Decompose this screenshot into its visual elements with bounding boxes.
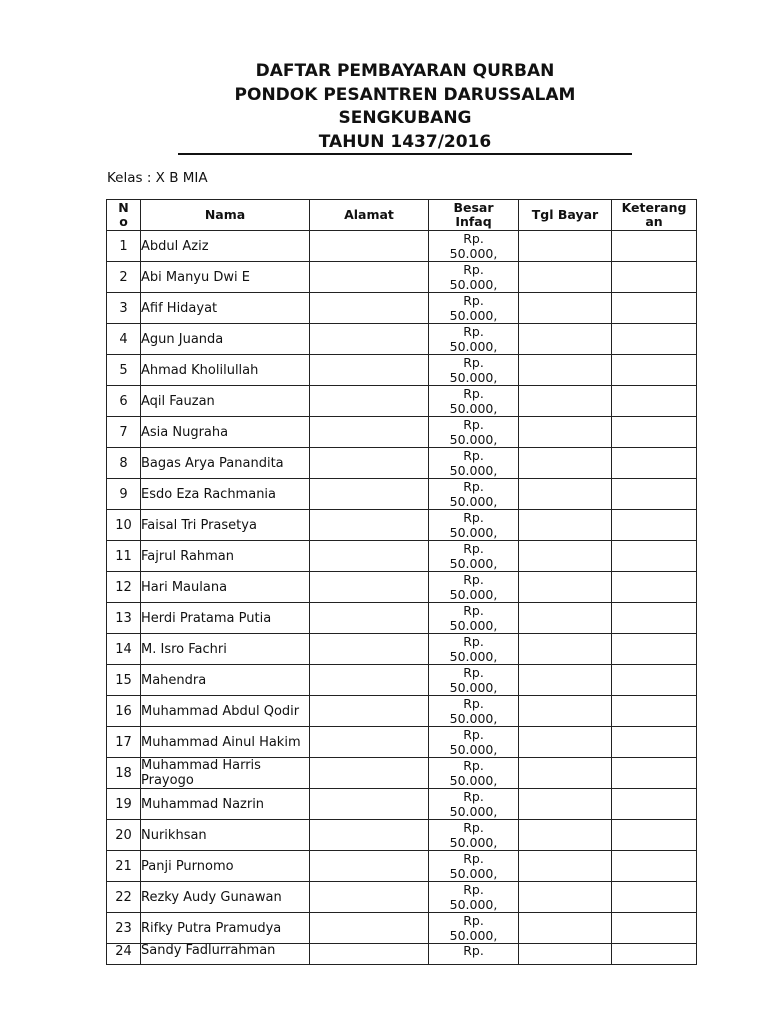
table-row bbox=[107, 417, 697, 448]
row-alamat bbox=[310, 758, 429, 789]
row-nama: Mahendra bbox=[141, 665, 310, 696]
row-besar-infaq: Rp. 50.000, bbox=[429, 324, 519, 355]
row-number: 4 bbox=[107, 324, 141, 355]
row-keterangan bbox=[612, 727, 697, 758]
row-number: 7 bbox=[107, 417, 141, 448]
row-nama: Muhammad Abdul Qodir bbox=[141, 696, 310, 727]
row-number: 2 bbox=[107, 262, 141, 293]
row-alamat bbox=[310, 510, 429, 541]
table-row bbox=[107, 293, 697, 324]
row-keterangan bbox=[612, 758, 697, 789]
row-keterangan bbox=[612, 665, 697, 696]
row-nama: Muhammad Ainul Hakim bbox=[141, 727, 310, 758]
row-nama: Faisal Tri Prasetya bbox=[141, 510, 310, 541]
header-alamat: Alamat bbox=[310, 200, 429, 231]
table-row bbox=[107, 324, 697, 355]
table-row bbox=[107, 448, 697, 479]
row-keterangan bbox=[612, 944, 697, 965]
row-nama: Muhammad Harris Prayogo bbox=[141, 758, 310, 789]
row-keterangan bbox=[612, 789, 697, 820]
row-number: 12 bbox=[107, 572, 141, 603]
row-tgl-bayar bbox=[519, 665, 612, 696]
row-besar-infaq: Rp. 50.000, bbox=[429, 572, 519, 603]
row-besar-infaq: Rp. bbox=[429, 944, 519, 965]
row-number: 17 bbox=[107, 727, 141, 758]
table-row bbox=[107, 758, 697, 789]
row-alamat bbox=[310, 293, 429, 324]
row-nama: Fajrul Rahman bbox=[141, 541, 310, 572]
row-alamat bbox=[310, 882, 429, 913]
row-nama: Abi Manyu Dwi E bbox=[141, 262, 310, 293]
row-nama: Herdi Pratama Putia bbox=[141, 603, 310, 634]
row-number: 9 bbox=[107, 479, 141, 510]
table-row bbox=[107, 386, 697, 417]
row-nama: Aqil Fauzan bbox=[141, 386, 310, 417]
table-row bbox=[107, 231, 697, 262]
row-number: 19 bbox=[107, 789, 141, 820]
row-tgl-bayar bbox=[519, 727, 612, 758]
table-row bbox=[107, 944, 697, 965]
table-row bbox=[107, 510, 697, 541]
row-number: 18 bbox=[107, 758, 141, 789]
row-keterangan bbox=[612, 572, 697, 603]
table-row bbox=[107, 541, 697, 572]
row-besar-infaq: Rp. 50.000, bbox=[429, 820, 519, 851]
row-tgl-bayar bbox=[519, 386, 612, 417]
row-nama: Muhammad Nazrin bbox=[141, 789, 310, 820]
table-header-row bbox=[107, 200, 697, 231]
row-nama: Esdo Eza Rachmania bbox=[141, 479, 310, 510]
row-tgl-bayar bbox=[519, 479, 612, 510]
table-row bbox=[107, 882, 697, 913]
row-alamat bbox=[310, 355, 429, 386]
table-row bbox=[107, 479, 697, 510]
row-besar-infaq: Rp. 50.000, bbox=[429, 541, 519, 572]
row-number: 13 bbox=[107, 603, 141, 634]
row-alamat bbox=[310, 479, 429, 510]
row-tgl-bayar bbox=[519, 851, 612, 882]
row-number: 21 bbox=[107, 851, 141, 882]
row-number: 24 bbox=[107, 944, 141, 965]
row-alamat bbox=[310, 634, 429, 665]
title-line-4: TAHUN 1437/2016 bbox=[318, 131, 492, 152]
row-besar-infaq: Rp. 50.000, bbox=[429, 913, 519, 944]
row-keterangan bbox=[612, 293, 697, 324]
row-alamat bbox=[310, 386, 429, 417]
row-alamat bbox=[310, 231, 429, 262]
row-keterangan bbox=[612, 634, 697, 665]
row-nama: Panji Purnomo bbox=[141, 851, 310, 882]
header-no: N o bbox=[107, 200, 141, 231]
header-nama: Nama bbox=[141, 200, 310, 231]
row-besar-infaq: Rp. 50.000, bbox=[429, 355, 519, 386]
row-number: 14 bbox=[107, 634, 141, 665]
row-besar-infaq: Rp. 50.000, bbox=[429, 634, 519, 665]
row-tgl-bayar bbox=[519, 324, 612, 355]
class-label: Kelas : X B MIA bbox=[107, 170, 208, 186]
row-keterangan bbox=[612, 231, 697, 262]
table-row bbox=[107, 572, 697, 603]
row-number: 11 bbox=[107, 541, 141, 572]
table-row bbox=[107, 355, 697, 386]
row-nama: Abdul Aziz bbox=[141, 231, 310, 262]
row-keterangan bbox=[612, 324, 697, 355]
row-nama: Afif Hidayat bbox=[141, 293, 310, 324]
row-number: 3 bbox=[107, 293, 141, 324]
row-tgl-bayar bbox=[519, 758, 612, 789]
row-tgl-bayar bbox=[519, 789, 612, 820]
table-row bbox=[107, 665, 697, 696]
row-besar-infaq: Rp. 50.000, bbox=[429, 510, 519, 541]
row-tgl-bayar bbox=[519, 634, 612, 665]
row-tgl-bayar bbox=[519, 355, 612, 386]
table-row bbox=[107, 696, 697, 727]
row-tgl-bayar bbox=[519, 603, 612, 634]
row-nama: Sandy Fadlurrahman bbox=[141, 944, 310, 965]
row-number: 22 bbox=[107, 882, 141, 913]
row-keterangan bbox=[612, 417, 697, 448]
row-nama: Hari Maulana bbox=[141, 572, 310, 603]
row-keterangan bbox=[612, 603, 697, 634]
row-keterangan bbox=[612, 479, 697, 510]
row-alamat bbox=[310, 789, 429, 820]
row-nama: M. Isro Fachri bbox=[141, 634, 310, 665]
row-tgl-bayar bbox=[519, 417, 612, 448]
row-besar-infaq: Rp. 50.000, bbox=[429, 851, 519, 882]
row-keterangan bbox=[612, 541, 697, 572]
row-besar-infaq: Rp. 50.000, bbox=[429, 603, 519, 634]
row-besar-infaq: Rp. 50.000, bbox=[429, 727, 519, 758]
table-row bbox=[107, 789, 697, 820]
row-tgl-bayar bbox=[519, 448, 612, 479]
row-tgl-bayar bbox=[519, 293, 612, 324]
row-tgl-bayar bbox=[519, 820, 612, 851]
row-nama: Nurikhsan bbox=[141, 820, 310, 851]
row-alamat bbox=[310, 603, 429, 634]
row-keterangan bbox=[612, 386, 697, 417]
row-tgl-bayar bbox=[519, 541, 612, 572]
row-alamat bbox=[310, 417, 429, 448]
row-tgl-bayar bbox=[519, 572, 612, 603]
row-besar-infaq: Rp. 50.000, bbox=[429, 758, 519, 789]
row-alamat bbox=[310, 665, 429, 696]
row-tgl-bayar bbox=[519, 231, 612, 262]
row-besar-infaq: Rp. 50.000, bbox=[429, 882, 519, 913]
row-nama: Asia Nugraha bbox=[141, 417, 310, 448]
row-nama: Rifky Putra Pramudya bbox=[141, 913, 310, 944]
row-alamat bbox=[310, 727, 429, 758]
row-keterangan bbox=[612, 355, 697, 386]
row-tgl-bayar bbox=[519, 262, 612, 293]
row-keterangan bbox=[612, 262, 697, 293]
row-tgl-bayar bbox=[519, 696, 612, 727]
row-number: 10 bbox=[107, 510, 141, 541]
row-nama: Bagas Arya Panandita bbox=[141, 448, 310, 479]
row-keterangan bbox=[612, 696, 697, 727]
title-underline bbox=[178, 153, 632, 155]
row-besar-infaq: Rp. 50.000, bbox=[429, 696, 519, 727]
title-line-1: DAFTAR PEMBAYARAN QURBAN bbox=[255, 61, 555, 81]
table-row bbox=[107, 262, 697, 293]
header-tgl-bayar: Tgl Bayar bbox=[519, 200, 612, 231]
row-alamat bbox=[310, 262, 429, 293]
row-besar-infaq: Rp. 50.000, bbox=[429, 231, 519, 262]
table-row bbox=[107, 851, 697, 882]
row-alamat bbox=[310, 851, 429, 882]
row-number: 8 bbox=[107, 448, 141, 479]
row-alamat bbox=[310, 572, 429, 603]
row-keterangan bbox=[612, 913, 697, 944]
row-number: 16 bbox=[107, 696, 141, 727]
row-keterangan bbox=[612, 510, 697, 541]
row-besar-infaq: Rp. 50.000, bbox=[429, 262, 519, 293]
row-alamat bbox=[310, 944, 429, 965]
row-number: 5 bbox=[107, 355, 141, 386]
row-alamat bbox=[310, 448, 429, 479]
row-alamat bbox=[310, 541, 429, 572]
table-row bbox=[107, 727, 697, 758]
row-alamat bbox=[310, 820, 429, 851]
row-keterangan bbox=[612, 820, 697, 851]
row-number: 20 bbox=[107, 820, 141, 851]
header-besar-infaq: Besar Infaq bbox=[429, 200, 519, 231]
row-besar-infaq: Rp. 50.000, bbox=[429, 789, 519, 820]
row-besar-infaq: Rp. 50.000, bbox=[429, 665, 519, 696]
row-alamat bbox=[310, 696, 429, 727]
row-keterangan bbox=[612, 851, 697, 882]
title-line-3: SENGKUBANG bbox=[338, 108, 472, 128]
row-besar-infaq: Rp. 50.000, bbox=[429, 386, 519, 417]
row-tgl-bayar bbox=[519, 913, 612, 944]
payment-table bbox=[106, 199, 697, 965]
title-line-2: PONDOK PESANTREN DARUSSALAM bbox=[234, 84, 576, 105]
row-besar-infaq: Rp. 50.000, bbox=[429, 479, 519, 510]
row-number: 15 bbox=[107, 665, 141, 696]
row-tgl-bayar bbox=[519, 882, 612, 913]
row-nama: Agun Juanda bbox=[141, 324, 310, 355]
row-keterangan bbox=[612, 448, 697, 479]
row-keterangan bbox=[612, 882, 697, 913]
table-row bbox=[107, 913, 697, 944]
row-number: 1 bbox=[107, 231, 141, 262]
table-row bbox=[107, 820, 697, 851]
row-number: 23 bbox=[107, 913, 141, 944]
row-alamat bbox=[310, 913, 429, 944]
table-row bbox=[107, 634, 697, 665]
row-besar-infaq: Rp. 50.000, bbox=[429, 448, 519, 479]
row-nama: Rezky Audy Gunawan bbox=[141, 882, 310, 913]
row-number: 6 bbox=[107, 386, 141, 417]
document-title bbox=[178, 60, 632, 154]
row-besar-infaq: Rp. 50.000, bbox=[429, 293, 519, 324]
row-alamat bbox=[310, 324, 429, 355]
header-keterangan: Keterang an bbox=[612, 200, 697, 231]
row-tgl-bayar bbox=[519, 510, 612, 541]
row-tgl-bayar bbox=[519, 944, 612, 965]
row-nama: Ahmad Kholilullah bbox=[141, 355, 310, 386]
table-row bbox=[107, 603, 697, 634]
row-besar-infaq: Rp. 50.000, bbox=[429, 417, 519, 448]
